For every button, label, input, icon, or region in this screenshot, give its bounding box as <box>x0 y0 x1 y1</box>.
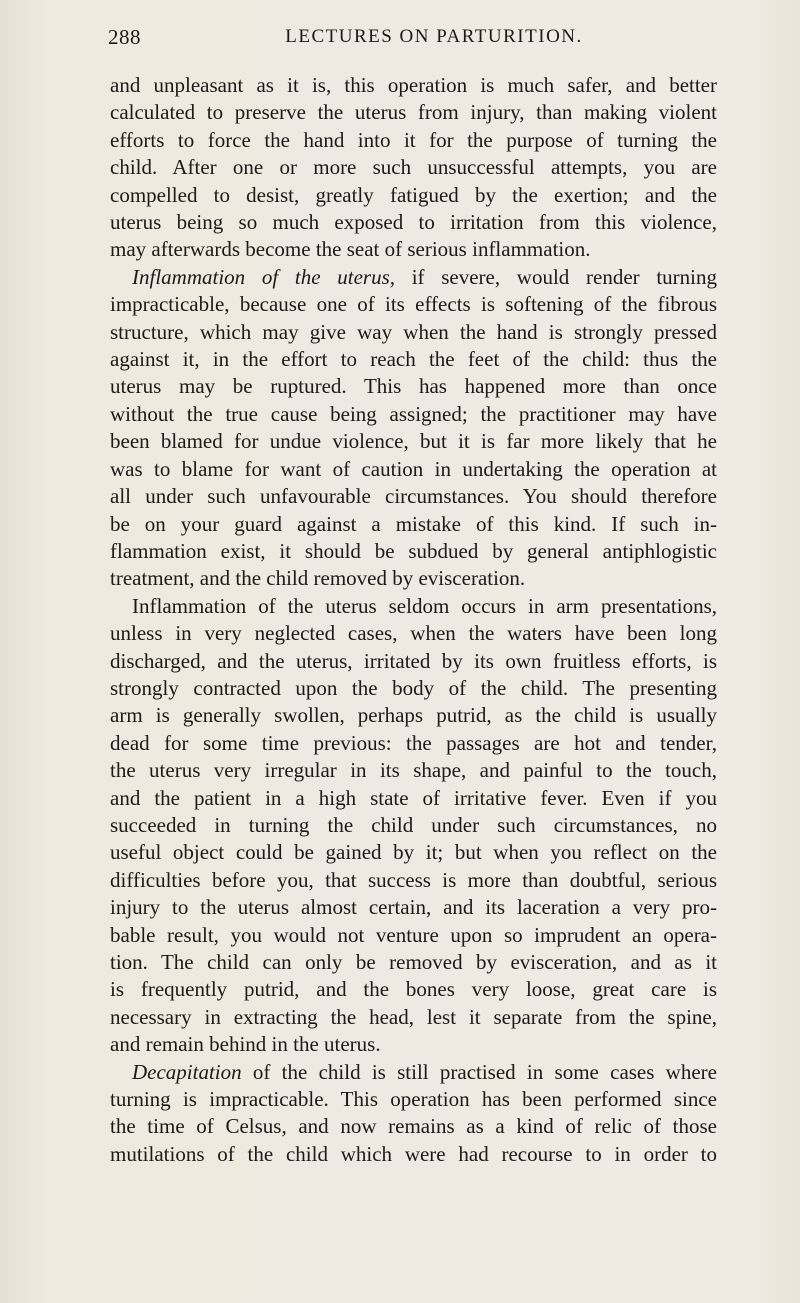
text-line: flammation exist, it should be subdued by general antiphlogistic <box>110 538 717 563</box>
text-line: may afterwards become the seat of serious inflammation. <box>110 237 591 262</box>
text-line: arm is generally swollen, perhaps putrid, as the child is usually <box>110 703 717 728</box>
text-line: calculated to preserve the uterus from injury, than making violent <box>110 100 717 125</box>
italic-lead: Inflammation of the uterus, <box>132 264 395 289</box>
text-line: is frequently putrid, and the bones very loose, great care is <box>110 977 717 1002</box>
text-line: the time of Celsus, and now remains as a kind of relic of those <box>110 1114 717 1139</box>
text-line: unless in very neglected cases, when the waters have been long <box>110 621 717 646</box>
text-line: useful object could be gained by it; but when you reflect on the <box>110 840 717 865</box>
text-line: structure, which may give way when the hand is strongly pressed <box>110 319 717 344</box>
lead-rest: if severe, would render turning <box>395 264 717 289</box>
text-line: and the patient in a high state of irritative fever. Even if you <box>110 785 717 810</box>
lead-rest: of the child is still practised in some cases where <box>241 1059 717 1084</box>
text-line: compelled to desist, greatly fatigued by the exertion; and the <box>110 182 717 207</box>
text-line: efforts to force the hand into it for the purpose of turning the <box>110 127 717 152</box>
text-line: difficulties before you, that success is more than doubtful, serious <box>110 867 717 892</box>
text-line: injury to the uterus almost certain, and its laceration a very pro- <box>110 895 717 920</box>
text-line: discharged, and the uterus, irritated by its own fruitless efforts, is <box>110 648 717 673</box>
paragraph-1 <box>110 72 717 264</box>
text-line: against it, in the effort to reach the feet of the child: thus the <box>110 347 717 372</box>
text-line <box>110 264 717 291</box>
page-header <box>108 25 720 55</box>
text-line: be on your guard against a mistake of this kind. If such in- <box>110 511 717 536</box>
text-line: dead for some time previous: the passages are hot and tender, <box>110 730 717 755</box>
page-number: 288 <box>108 25 141 49</box>
text-line <box>110 1059 717 1086</box>
text-line: child. After one or more such unsuccessful attempts, you are <box>110 155 717 180</box>
text-line: strongly contracted upon the body of the child. The presenting <box>110 675 717 700</box>
italic-lead: Decapitation <box>132 1059 242 1084</box>
text-line: without the true cause being assigned; the practitioner may have <box>110 401 717 426</box>
text-line: uterus may be ruptured. This has happened more than once <box>110 374 717 399</box>
text-line: uterus being so much exposed to irritation from this violence, <box>110 210 717 235</box>
text-line: and unpleasant as it is, this operation is much safer, and better <box>110 73 717 97</box>
text-line: been blamed for undue violence, but it is far more likely that he <box>110 429 717 454</box>
text-line: was to blame for want of caution in undertaking the operation at <box>110 456 717 481</box>
paragraph-4 <box>110 1059 717 1169</box>
body-text <box>110 72 717 1168</box>
text-line: tion. The child can only be removed by evisceration, and as it <box>110 950 717 974</box>
text-line: and remain behind in the uterus. <box>110 1032 381 1057</box>
text-line: turning is impracticable. This operation has been performed since <box>110 1087 717 1112</box>
text-line: impracticable, because one of its effects is softening of the fibrous <box>110 292 717 317</box>
paragraph-2 <box>110 264 717 593</box>
text-line: all under such unfavourable circumstances. You should therefore <box>110 484 717 509</box>
text-line: necessary in extracting the head, lest it separate from the spine, <box>110 1004 717 1029</box>
text-line: bable result, you would not venture upon so imprudent an opera- <box>110 922 717 947</box>
paragraph-3 <box>110 593 717 1059</box>
text-line: the uterus very irregular in its shape, and painful to the touch, <box>110 758 717 783</box>
running-head: LECTURES ON PARTURITION. <box>285 26 583 47</box>
text-line: treatment, and the child removed by evisceration. <box>110 566 526 591</box>
text-line: succeeded in turning the child under such circumstances, no <box>110 812 717 837</box>
text-line: mutilations of the child which were had recourse to in order to <box>110 1141 717 1166</box>
text-line: Inflammation of the uterus seldom occurs in arm presentations, <box>132 593 717 618</box>
